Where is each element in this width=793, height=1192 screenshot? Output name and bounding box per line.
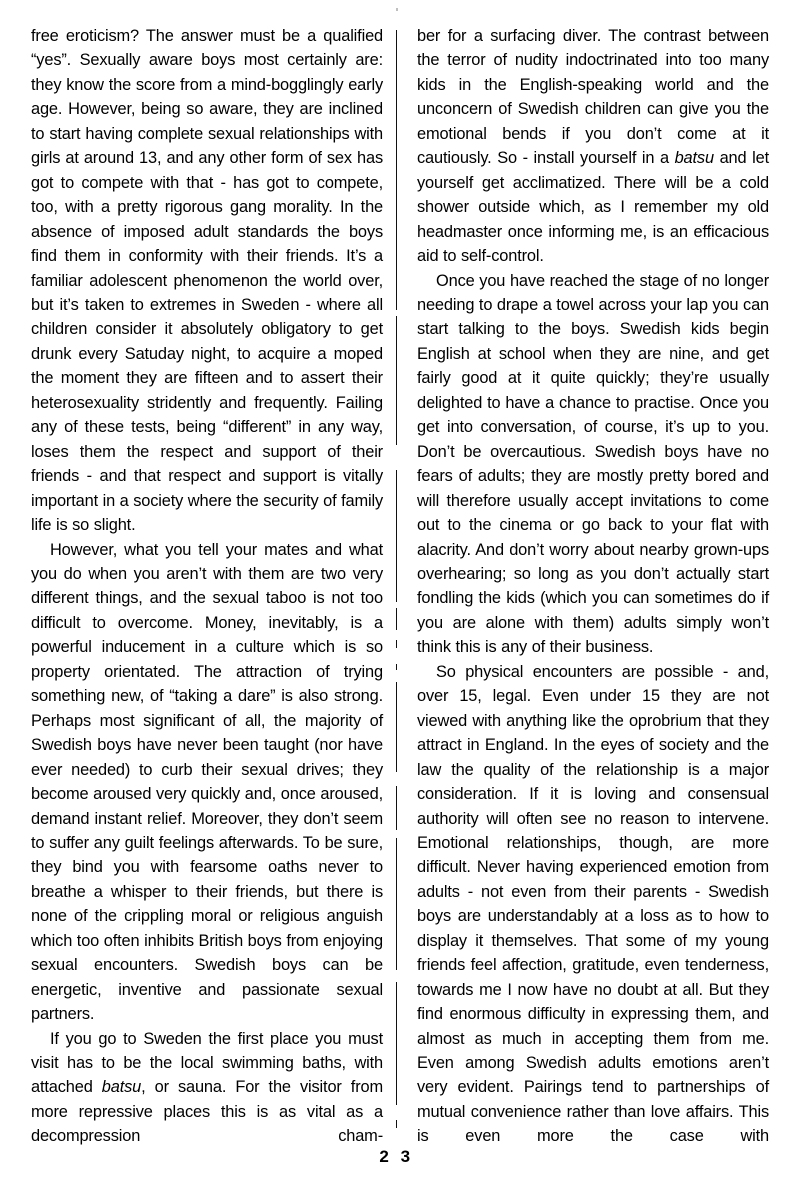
- italic-term-batsu: batsu: [674, 149, 714, 168]
- right-text-column: [417, 24, 769, 1149]
- paragraph: [417, 24, 769, 269]
- page-number: 2 3: [379, 1147, 414, 1166]
- paragraph: So physical encounters are possible - and, over 15, legal. Even under 15 they are not viewed with anything like the oprobrium that they attract in England. In the eyes of society and the law the quality of the relationship is a major consideration. If it is loving and consensual authority will often see no reason to intervene. Emotional relationships, though, are more difficult. Never having experienced emotion from adults - not even from their parents - Swedish boys are understandably at a loss as to how to display it themselves. That some of my young friends feel affection, gratitude, even tenderness, towards me I now have no doubt at all. But they find enormous difficulty in expressing them, and almost as much in accepting them from me. Even among Swedish adults emotions aren’t very evident. Pairings tend to partnerships of mutual convenience rather than love affairs. This is even more the case with: [417, 662, 769, 1146]
- paragraph-text-tail: , or sauna. For the visitor from more repressive places this is as vital as a decompression cham-: [31, 1078, 383, 1146]
- paragraph-text-lead: ber for a surfacing diver. The contrast between the terror of nudity indoctrinated into too many kids in the English-speaking world and the unconcern of Swedish children can give you the emotional bends if you don’t come at it cautiously. So - install yourself in a: [417, 27, 769, 168]
- paragraph: free eroticism? The answer must be a qualified “yes”. Sexually aware boys most certainly are: they know the score from a mind-bogglingly early age. However, being so aware, they are inclined to start having complete sexual relationships with girls at around 13, and any other form of sex has got to compete with that - has got to compete, too, with a pretty rigorous gang morality. In the absence of imposed adult standards the boys find them in conformity with their friends. It’s a familiar adolescent phenomenon the world over, but it’s taken to extremes in Sweden - where all children consider it absolutely obligatory to get drunk every Satuday night, to acquire a moped the moment they are fifteen and to assert their heterosexuality stridently and frequently. Failing any of these tests, being “different” in any way, loses them the respect and support of their friends - and that respect and support is vitally important in a society where the security of family life is so slight.: [31, 27, 383, 535]
- paragraph: However, what you tell your mates and what you do when you aren’t with them are two very different things, and the sexual taboo is not too difficult to overcome. Money, inevitably, is a powerful inducement in a culture which is so property orientated. The attraction of trying something new, of “taking a dare” is also strong. Perhaps most significant of all, the majority of Swedish boys have never been taught (nor have ever needed) to curb their sexual drives; they become aroused very quickly and, once aroused, demand instant relief. Moreover, they don’t seem to suffer any guilt feelings afterwards. To be sure, they bind you with fearsome oaths never to breathe a whisper to their friends, but there is none of the crippling moral or religious anguish which too often inhibits British boys from enjoying sexual encounters. Swedish boys can be energetic, inventive and passionate sexual partners.: [31, 540, 383, 1024]
- italic-term-batsu: batsu: [101, 1078, 142, 1097]
- paragraph: [31, 1027, 383, 1149]
- paragraph-text-lead: If you go to Sweden the first place you must visit has to be the local swimming baths, with attached: [31, 1029, 383, 1097]
- paragraph: Once you have reached the stage of no longer needing to drape a towel across your lap you can start talking to the boys. Swedish kids begin English at school when they are nine, and get fairly good at it quite quickly; they’re usually delighted to have a chance to practise. Once you get into conversation, of course, it’s up to you. Don’t be overcautious. Swedish boys have no fears of adults; they are mostly pretty bored and will therefore usually accept invitations to come out to the cinema or go back to your flat with alacrity. And don’t worry about nearby grown-ups overhearing; so long as you don’t actually start fondling the kids (which you can sometimes do if you are alone with them) adults simply won’t think this is any of their business.: [417, 271, 769, 657]
- left-text-column: [31, 24, 383, 1149]
- column-divider-rule: [396, 30, 397, 1135]
- paragraph-text-tail: and let yourself get acclimatized. There will be a cold shower outside which, as I remember my old headmaster once informing me, is an efficacious aid to self-control.: [417, 149, 769, 266]
